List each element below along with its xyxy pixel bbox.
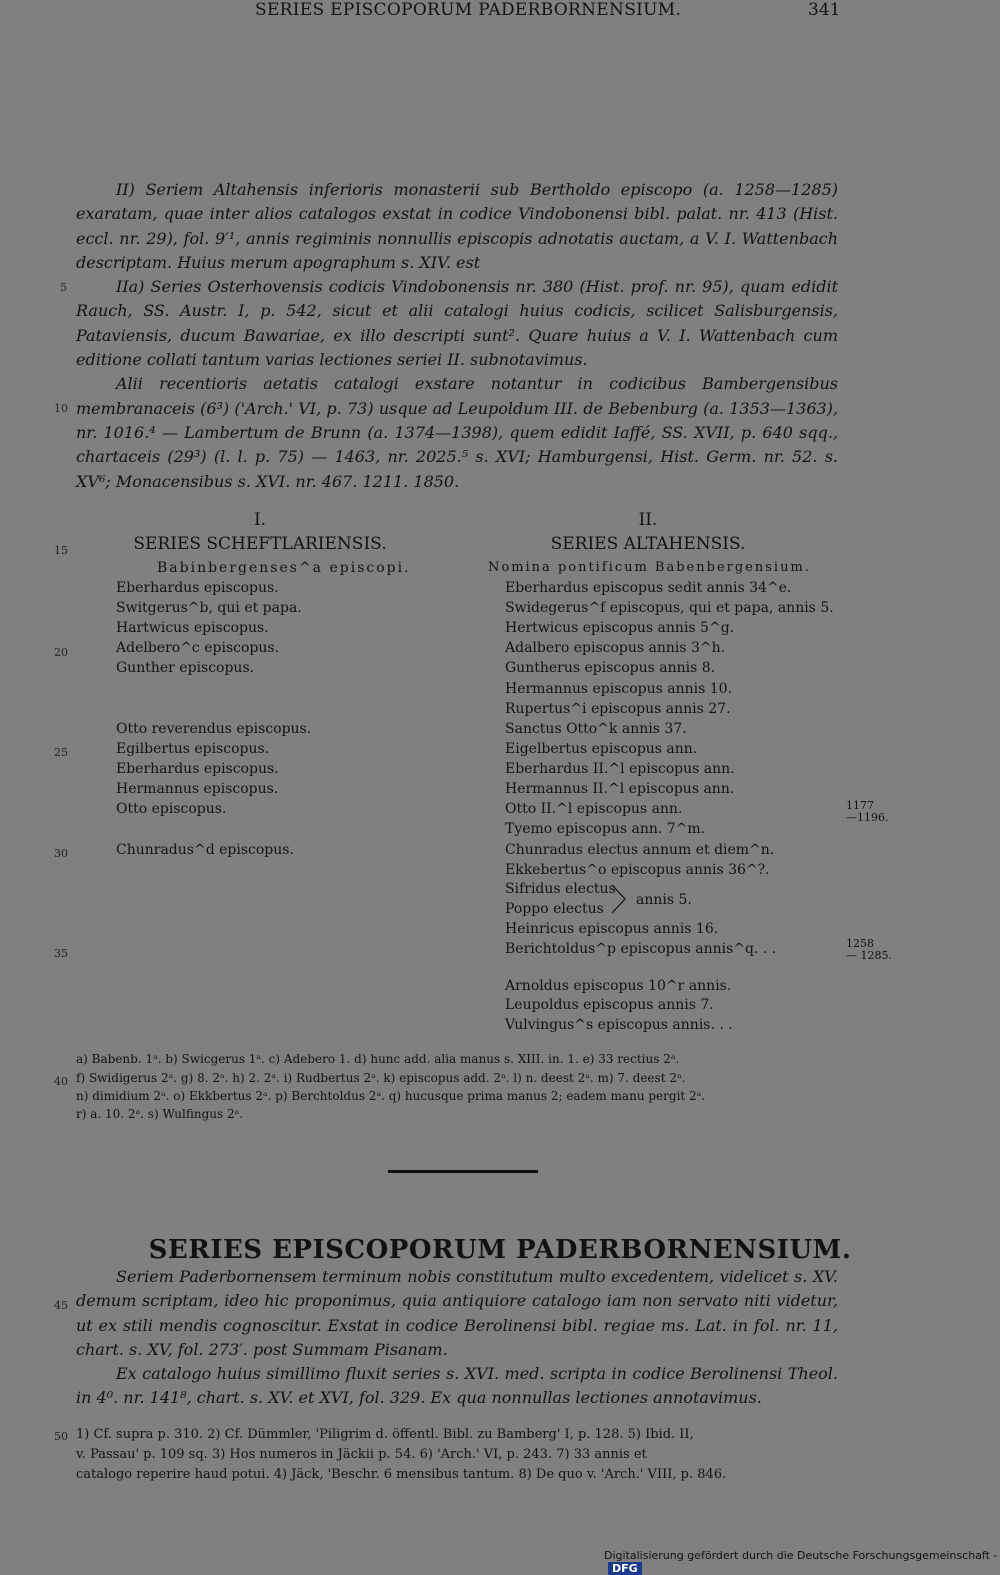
column-one-number: I. xyxy=(253,510,267,530)
column-two-entry: Ekkebertus^o episcopus annis 36^?. xyxy=(505,862,770,878)
column-one-entry: Gunther episcopus. xyxy=(116,660,255,676)
column-one-entry: Eberhardus episcopus. xyxy=(116,580,279,596)
column-one-entry: Adelbero^c episcopus. xyxy=(116,640,280,656)
column-two-entry: Sanctus Otto^k annis 37. xyxy=(505,721,687,737)
column-two-title: SERIES ALTAHENSIS. xyxy=(550,534,746,554)
column-two-entry: Heinricus episcopus annis 16. xyxy=(505,921,719,937)
margin-date: 1258 xyxy=(846,937,874,950)
bottom-footnote-line: v. Passau' p. 109 sq. 3) Hos numeros in Jäckii p. 54. 6) 'Arch.' VI, p. 243. 7) 33 annis et xyxy=(76,1447,647,1462)
column-two-entry: Rupertus^i episcopus annis 27. xyxy=(505,701,731,717)
column-one-entry: Babinbergenses^a episcopi. xyxy=(157,560,411,576)
column-one-entry: Hermannus episcopus. xyxy=(116,781,279,797)
column-one-entry: Otto reverendus episcopus. xyxy=(116,721,312,737)
footnote-line: a) Babenb. 1ᵃ. b) Swicgerus 1ᵃ. c) Adebero 1. d) hunc add. alia manus s. XIII. in. 1. e) 33 rectius 2ᵃ. xyxy=(76,1052,680,1066)
funding-credit xyxy=(604,1549,1000,1575)
bottom-footnotes xyxy=(76,1425,838,1485)
section-paragraph: Seriem Paderbornensem terminum nobis constitutum multo excedentem, videlicet s. XV. demum scriptam, ideo hic proponimus, quia antiquiore catalogo iam non servato niti videtur, ut ex stili mendis cognoscitur. Exstat in codice Berolinensi bibl. regiae ms. Lat. in fol. nr. 11, chart. s. XV, fol. 273′. post Summam Pisanam. xyxy=(76,1267,838,1359)
bottom-footnote-line: 1) Cf. supra p. 310. 2) Cf. Dümmler, 'Piligrim d. öffentl. Bibl. zu Bamberg' I, p. 128. 5) Ibid. II, xyxy=(76,1427,694,1442)
intro-paragraph: Alii recentioris aetatis catalogi exstare notantur in codicibus Bambergensibus membranaceis (6³) ('Arch.' VI, p. 73) usque ad Leupoldum III. de Bebenburg (a. 1353—1363), nr. 1016.⁴ — Lambertum de Brunn (a. 1374—1398), quem edidit Iaffé, SS. XVII, p. 640 sqq., chartaceis (29³) (l. l. p. 75) — 1463, nr. 2025.⁵ s. XVI; Hamburgensi, Hist. Germ. nr. 52. s. XV⁶; Monacensibus s. XVI. nr. 467. 1211. 1850. xyxy=(76,374,838,491)
column-two-entry: Eigelbertus episcopus ann. xyxy=(505,741,698,757)
column-two-entry: Sifridus electus xyxy=(505,881,616,897)
grouping-brace xyxy=(611,883,627,915)
line-number: 40 xyxy=(54,1075,68,1088)
line-number: 45 xyxy=(54,1299,68,1312)
line-number: 5 xyxy=(60,281,67,294)
line-number: 20 xyxy=(54,646,68,659)
column-two-entry: Vulvingus^s episcopus annis. . . xyxy=(505,1017,733,1033)
column-two-entry: Guntherus episcopus annis 8. xyxy=(505,660,716,676)
intro-paragraph: II) Seriem Altahensis inferioris monasterii sub Bertholdo episcopo (a. 1258—1285) exaratam, quae inter alios catalogos exstat in codice Vindobonensi bibl. palat. nr. 413 (Hist. eccl. nr. 29), fol. 9′¹, annis regiminis nonnullis episcopis adnotatis auctam, a V. I. Wattenbach descriptam. Huius merum apographum s. XIV. est xyxy=(76,180,838,272)
running-title: SERIES EPISCOPORUM PADERBORNENSIUM. xyxy=(255,0,682,20)
column-two-entry: Adalbero episcopus annis 3^h. xyxy=(505,640,726,656)
column-two-entry: Otto II.^l episcopus ann. xyxy=(505,801,683,817)
column-one-entry: Chunradus^d episcopus. xyxy=(116,842,294,858)
section-paragraph: Ex catalogo huius simillimo fluxit series s. XVI. med. scripta in codice Berolinensi Theol. in 4⁰. nr. 141⁸, chart. s. XV. et XVI, fol. 329. Ex qua nonnullas lectiones annotavimus. xyxy=(76,1364,838,1408)
column-one-title: SERIES SCHEFTLARIENSIS. xyxy=(133,534,387,554)
column-two-entry: Hertwicus episcopus annis 5^g. xyxy=(505,620,735,636)
column-two-entry: Leupoldus episcopus annis 7. xyxy=(505,997,714,1013)
funding-credit-text: Digitalisierung gefördert durch die Deutsche Forschungsgemeinschaft - xyxy=(604,1549,998,1562)
footnote-line: r) a. 10. 2ᵃ. s) Wulfingus 2ᵃ. xyxy=(76,1107,244,1121)
line-number: 25 xyxy=(54,746,68,759)
margin-dates xyxy=(846,800,889,824)
line-number: 50 xyxy=(54,1430,68,1443)
column-two-entry: Nomina pontificum Babenbergensium. xyxy=(488,560,811,575)
line-number: 10 xyxy=(54,402,68,415)
column-two-entry: Tyemo episcopus ann. 7^m. xyxy=(505,821,706,837)
dfg-logo: DFG xyxy=(608,1562,642,1575)
section-title: SERIES EPISCOPORUM PADERBORNENSIUM. xyxy=(148,1235,852,1265)
margin-dates xyxy=(846,938,892,962)
line-number: 15 xyxy=(54,544,68,557)
column-two-entry: Chunradus electus annum et diem^n. xyxy=(505,842,775,858)
line-number: 35 xyxy=(54,947,68,960)
column-one-entry: Egilbertus episcopus. xyxy=(116,741,270,757)
column-two-entry: Eberhardus II.^l episcopus ann. xyxy=(505,761,735,777)
column-two-entry: Berichtoldus^p episcopus annis^q. . . xyxy=(505,941,777,957)
footnote-line: f) Swidigerus 2ᵃ. g) 8. 2ᵃ. h) 2. 2ᵃ. i) Rudbertus 2ᵃ. k) episcopus add. 2ᵃ. l) n. deest 2ᵃ. m) 7. deest 2ᵃ. xyxy=(76,1071,686,1085)
column-one-entry: Switgerus^b, qui et papa. xyxy=(116,600,302,616)
column-two-number: II. xyxy=(638,510,658,530)
column-one-entry: Hartwicus episcopus. xyxy=(116,620,269,636)
column-two-entry: Arnoldus episcopus 10^r annis. xyxy=(505,978,732,994)
column-one-entry: Otto episcopus. xyxy=(116,801,227,817)
column-two-entry: annis 5. xyxy=(636,892,692,908)
margin-date: —1196. xyxy=(846,811,889,824)
line-number: 30 xyxy=(54,847,68,860)
intro-text xyxy=(76,178,838,494)
bottom-footnote-line: catalogo reperire haud potui. 4) Jäck, 'Beschr. 6 mensibus tantum. 8) De quo v. 'Arch.' VIII, p. 846. xyxy=(76,1467,727,1482)
section-text xyxy=(76,1265,838,1411)
column-one-entry: Eberhardus episcopus. xyxy=(116,761,279,777)
footnote-line: n) dimidium 2ᵃ. o) Ekkbertus 2ᵃ. p) Berchtoldus 2ᵃ. q) hucusque prima manus 2; eadem manu pergit 2ᵃ. xyxy=(76,1089,706,1103)
column-two-entry: Hermannus episcopus annis 10. xyxy=(505,681,733,697)
margin-date: — 1285. xyxy=(846,949,892,962)
running-header xyxy=(0,0,1000,24)
section-divider xyxy=(388,1170,538,1173)
column-two-entry: Hermannus II.^l episcopus ann. xyxy=(505,781,735,797)
intro-paragraph: IIa) Series Osterhovensis codicis Vindobonensis nr. 380 (Hist. prof. nr. 95), quam edidit Rauch, SS. Austr. I, p. 542, sicut et alii catalogi huius codicis, scilicet Salisburgensis, Pataviensis, ducum Bawariae, ex illo descripti sunt². Quare huius a V. I. Wattenbach cum editione collati tantum varias lectiones seriei II. subnotavimus. xyxy=(76,277,838,370)
column-two-entry: Swidegerus^f episcopus, qui et papa, annis 5. xyxy=(505,600,834,616)
column-two-entry: Eberhardus episcopus sedit annis 34^e. xyxy=(505,580,792,596)
margin-date: 1177 xyxy=(846,799,874,812)
page-number: 341 xyxy=(808,0,841,20)
column-two-entry: Poppo electus xyxy=(505,901,604,917)
